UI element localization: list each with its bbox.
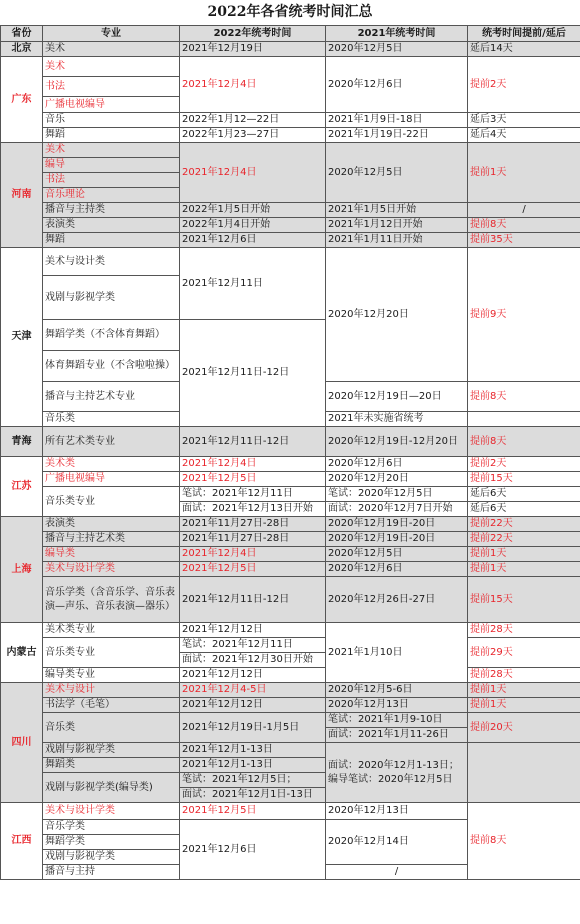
table-row: [1, 713, 580, 728]
major-cell: 音乐类专业: [43, 487, 180, 517]
time-2021-cell: 2020年12月19日—20日: [326, 382, 468, 412]
major-cell: 美术与设计学类: [43, 562, 180, 577]
time-2021-cell: 2021年未实施省统考: [326, 412, 468, 427]
table-row: [1, 623, 580, 638]
time-2022-cell: 2021年12月4日: [180, 457, 326, 472]
diff-cell: 提前9天: [468, 248, 580, 382]
header-diff: 统考时间提前/延后: [468, 26, 580, 42]
diff-cell: 提前2天: [468, 457, 580, 472]
time-2021-cell: 2021年1月10日: [326, 623, 468, 683]
table-row: [1, 562, 580, 577]
table-row: [1, 547, 580, 562]
time-2021-cell: 面试：2020年12月1-13日；编导笔试：2020年12月5日: [326, 743, 468, 803]
table-row: [1, 668, 580, 683]
header-2021: 2021年统考时间: [326, 26, 468, 42]
major-cell: 音乐类: [43, 713, 180, 743]
diff-cell: [468, 412, 580, 427]
time-2022-cell: 2021年12月6日: [180, 233, 326, 248]
time-2021-cell: 2020年12月19日-20日: [326, 517, 468, 532]
time-2022-cell: 2021年11月27日-28日: [180, 517, 326, 532]
time-2022-cell: 2021年12月4日: [180, 57, 326, 113]
time-2021-cell: 2020年12月5-6日: [326, 683, 468, 698]
diff-cell: 提前20天: [468, 713, 580, 743]
time-2022-cell: 笔试：2021年12月5日；: [180, 773, 326, 788]
time-2022-cell: 2022年1月23—27日: [180, 128, 326, 143]
major-cell: 广播电视编导: [43, 97, 180, 113]
major-cell: 美术与设计: [43, 683, 180, 698]
header-province: 省份: [1, 26, 43, 42]
time-2022-cell: 2022年1月12—22日: [180, 113, 326, 128]
table-row: [1, 113, 580, 128]
major-cell: 书法: [43, 173, 180, 188]
major-cell: 播音与主持艺术类: [43, 532, 180, 547]
time-2022-cell: 2021年12月19日-1月5日: [180, 713, 326, 743]
time-2022-cell: 2021年12月6日: [180, 820, 326, 880]
major-cell: 编导: [43, 158, 180, 173]
diff-cell: 延后4天: [468, 128, 580, 143]
time-2021-cell: 2020年12月6日: [326, 562, 468, 577]
time-2022-cell: 2021年12月11日: [180, 248, 326, 320]
table-row: [1, 457, 580, 472]
major-cell: 编导类: [43, 547, 180, 562]
table-row: [1, 487, 580, 502]
major-cell: 体育舞蹈专业（不含啦啦操）: [43, 351, 180, 382]
time-2022-cell: 面试：2021年12月30日开始: [180, 653, 326, 668]
time-2021-cell: 2020年12月19日-20日: [326, 532, 468, 547]
diff-cell: 提前8天: [468, 803, 580, 880]
time-2022-cell: 2021年12月19日: [180, 42, 326, 57]
major-cell: 音乐理论: [43, 188, 180, 203]
time-2022-cell: 2021年12月11日-12日: [180, 427, 326, 457]
table-row: [1, 427, 580, 457]
header-2022: 2022年统考时间: [180, 26, 326, 42]
diff-cell: 提前28天: [468, 668, 580, 683]
diff-cell: 延后6天: [468, 502, 580, 517]
time-2022-cell: 2021年12月11日-12日: [180, 320, 326, 427]
table-row: [1, 203, 580, 218]
time-2022-cell: 面试：2021年12月1日-13日: [180, 788, 326, 803]
table-row: [1, 233, 580, 248]
time-2022-cell: 2021年12月5日: [180, 803, 326, 820]
time-2022-cell: 2021年12月4-5日: [180, 683, 326, 698]
province-cell: 江西: [1, 803, 43, 880]
time-2021-cell: 2020年12月19日-12月20日: [326, 427, 468, 457]
table-row: [1, 57, 580, 77]
time-2022-cell: 2021年12月12日: [180, 623, 326, 638]
major-cell: 书法: [43, 77, 180, 97]
time-2022-cell: 2021年12月12日: [180, 668, 326, 683]
major-cell: 编导类专业: [43, 668, 180, 683]
table-row: [1, 698, 580, 713]
major-cell: 舞蹈学类: [43, 835, 180, 850]
table-row: [1, 143, 580, 158]
time-2022-cell: 2022年1月4日开始: [180, 218, 326, 233]
province-cell: 上海: [1, 517, 43, 623]
diff-cell: 延后14天: [468, 42, 580, 57]
major-cell: 舞蹈类: [43, 758, 180, 773]
table-row: [1, 743, 580, 758]
major-cell: 所有艺术类专业: [43, 427, 180, 457]
table-row: [1, 517, 580, 532]
major-cell: 美术与设计类: [43, 248, 180, 276]
time-2022-cell: 2021年12月11日-12日: [180, 577, 326, 623]
time-2021-cell: 2020年12月5日: [326, 547, 468, 562]
header-major: 专业: [43, 26, 180, 42]
time-2021-cell: 2020年12月6日: [326, 57, 468, 113]
time-2021-cell: 2020年12月20日: [326, 472, 468, 487]
time-2022-cell: 2021年11月27日-28日: [180, 532, 326, 547]
major-cell: 美术类: [43, 457, 180, 472]
diff-cell: 提前28天: [468, 623, 580, 638]
table-row: [1, 128, 580, 143]
province-cell: 四川: [1, 683, 43, 803]
time-2022-cell: 2022年1月5日开始: [180, 203, 326, 218]
major-cell: 美术: [43, 57, 180, 77]
time-2022-cell: 笔试：2021年12月11日: [180, 638, 326, 653]
diff-cell: 提前1天: [468, 143, 580, 203]
page-title: 2022年各省统考时间汇总: [207, 4, 373, 20]
table-row: [1, 218, 580, 233]
table-row: [1, 532, 580, 547]
major-cell: 美术: [43, 42, 180, 57]
table-row: [1, 577, 580, 623]
time-2021-cell: 2020年12月5日: [326, 143, 468, 203]
major-cell: 音乐学类（含音乐学、音乐表演—声乐、音乐表演—器乐）: [43, 577, 180, 623]
major-cell: 音乐类专业: [43, 638, 180, 668]
major-cell: 音乐: [43, 113, 180, 128]
time-2021-cell: 2021年1月12日开始: [326, 218, 468, 233]
province-cell: 广东: [1, 57, 43, 143]
province-cell: 青海: [1, 427, 43, 457]
time-2022-cell: 2021年12月5日: [180, 472, 326, 487]
time-2022-cell: 2021年12月4日: [180, 547, 326, 562]
diff-cell: 提前8天: [468, 427, 580, 457]
diff-cell: 提前8天: [468, 382, 580, 412]
time-2021-cell: 笔试：2020年12月5日: [326, 487, 468, 502]
header-row: [1, 26, 580, 42]
major-cell: 播音与主持艺术专业: [43, 382, 180, 412]
major-cell: 美术: [43, 143, 180, 158]
major-cell: 戏剧与影视学类: [43, 276, 180, 320]
major-cell: 音乐学类: [43, 820, 180, 835]
diff-cell: 提前1天: [468, 562, 580, 577]
major-cell: 播音与主持: [43, 865, 180, 880]
major-cell: 广播电视编导: [43, 472, 180, 487]
diff-cell: 延后3天: [468, 113, 580, 128]
time-2021-cell: 面试：2021年1月11-26日: [326, 728, 468, 743]
province-cell: 天津: [1, 248, 43, 427]
time-2021-cell: 2020年12月5日: [326, 42, 468, 57]
province-cell: 内蒙古: [1, 623, 43, 683]
time-2022-cell: 2021年12月4日: [180, 143, 326, 203]
time-2021-cell: 2021年1月11日开始: [326, 233, 468, 248]
major-cell: 书法学（毛笔）: [43, 698, 180, 713]
major-cell: 音乐类: [43, 412, 180, 427]
province-cell: 北京: [1, 42, 43, 57]
diff-cell: 提前35天: [468, 233, 580, 248]
major-cell: 美术类专业: [43, 623, 180, 638]
major-cell: 戏剧与影视学类: [43, 850, 180, 865]
diff-cell: 提前22天: [468, 532, 580, 547]
time-2021-cell: 2021年1月9日-18日: [326, 113, 468, 128]
diff-cell: 提前15天: [468, 472, 580, 487]
diff-cell: 提前2天: [468, 57, 580, 113]
major-cell: 美术与设计学类: [43, 803, 180, 820]
time-2021-cell: 2021年1月5日开始: [326, 203, 468, 218]
major-cell: 表演类: [43, 517, 180, 532]
time-2021-cell: 2021年1月19日-22日: [326, 128, 468, 143]
diff-cell: /: [468, 203, 580, 218]
province-cell: 江苏: [1, 457, 43, 517]
major-cell: 舞蹈学类（不含体育舞蹈）: [43, 320, 180, 351]
time-2022-cell: 2021年12月1-13日: [180, 743, 326, 758]
major-cell: 戏剧与影视学类: [43, 743, 180, 758]
diff-cell: 提前8天: [468, 218, 580, 233]
major-cell: 表演类: [43, 218, 180, 233]
major-cell: 戏剧与影视学类(编导类): [43, 773, 180, 803]
diff-cell: 延后6天: [468, 487, 580, 502]
diff-cell: 提前22天: [468, 517, 580, 532]
time-2022-cell: 面试：2021年12月13日开始: [180, 502, 326, 517]
table-row: [1, 42, 580, 57]
table-row: [1, 683, 580, 698]
diff-cell: [468, 743, 580, 803]
time-2021-cell: 2020年12月26日-27日: [326, 577, 468, 623]
diff-cell: 提前1天: [468, 547, 580, 562]
time-2022-cell: 2021年12月5日: [180, 562, 326, 577]
table-row: [1, 803, 580, 820]
time-2021-cell: /: [326, 865, 468, 880]
diff-cell: 提前1天: [468, 698, 580, 713]
table-row: [1, 472, 580, 487]
time-2021-cell: 2020年12月13日: [326, 803, 468, 820]
table-row: [1, 638, 580, 653]
table-row: [1, 248, 580, 276]
time-2022-cell: 笔试：2021年12月11日: [180, 487, 326, 502]
time-2021-cell: 笔试：2021年1月9-10日: [326, 713, 468, 728]
time-2021-cell: 2020年12月14日: [326, 820, 468, 865]
time-2021-cell: 面试：2020年12月7日开始: [326, 502, 468, 517]
major-cell: 播音与主持类: [43, 203, 180, 218]
major-cell: 舞蹈: [43, 128, 180, 143]
major-cell: 舞蹈: [43, 233, 180, 248]
exam-schedule-table: [0, 25, 580, 880]
time-2022-cell: 2021年12月1-13日: [180, 758, 326, 773]
time-2021-cell: 2020年12月6日: [326, 457, 468, 472]
time-2022-cell: 2021年12月12日: [180, 698, 326, 713]
diff-cell: 提前1天: [468, 683, 580, 698]
province-cell: 河南: [1, 143, 43, 248]
diff-cell: 提前15天: [468, 577, 580, 623]
time-2021-cell: 2020年12月13日: [326, 698, 468, 713]
diff-cell: 提前29天: [468, 638, 580, 668]
time-2021-cell: 2020年12月20日: [326, 248, 468, 382]
